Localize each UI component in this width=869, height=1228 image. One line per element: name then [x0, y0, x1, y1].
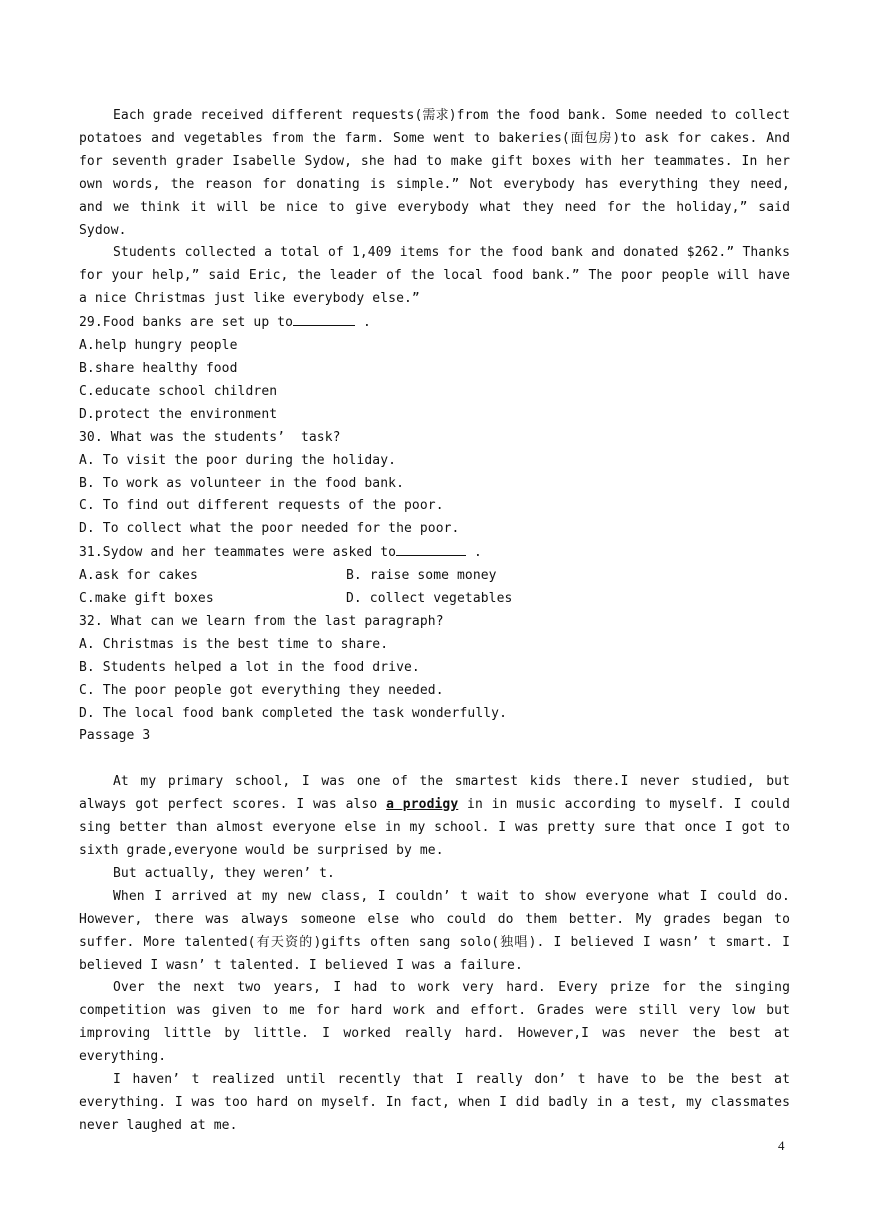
- option-c: C. To find out different requests of the poor.: [79, 498, 444, 514]
- option-c: C.educate school children: [79, 383, 278, 399]
- passage-title: Passage 3: [79, 728, 151, 744]
- paragraph-new-class: When I arrived at my new class, I couldn’ t wait to show everyone what I could do. However, there was always someone else who could do them better. My grades began to suffer. More talented(有天资的)gifts often sang solo(独唱). I believed I wasn’ t smart. I believed I wasn’ t talented. I believed I was a failure.: [79, 888, 790, 973]
- paragraph-primary-school: At my primary school, I was one of the smartest kids there.I never studied, but always got perfect scores. I was also a prodigy in in music according to myself. I could sing better than almost everyone else in my school. I was pretty sure that once I got to sixth grade,everyone would be surprised by me.: [79, 774, 790, 858]
- option-c: C. The poor people got everything they needed.: [79, 682, 444, 698]
- option-d: D. collect vegetables: [346, 591, 513, 607]
- question-31-stem: 31.Sydow and her teammates were asked to .: [79, 541, 790, 565]
- option-a: A. Christmas is the best time to share.: [79, 636, 389, 652]
- option-b: B. Students helped a lot in the food drive.: [79, 659, 420, 675]
- page-content: [79, 105, 790, 1138]
- option-b: B. To work as volunteer in the food bank.: [79, 475, 404, 491]
- question-30: [79, 427, 790, 542]
- option-b: B. raise some money: [346, 568, 497, 584]
- option-a: A.help hungry people: [79, 338, 238, 354]
- answer-blank: [396, 541, 466, 556]
- option-a: A.ask for cakes: [79, 568, 198, 584]
- option-b: B.share healthy food: [79, 360, 238, 376]
- option-d: D. To collect what the poor needed for the poor.: [79, 521, 460, 537]
- question-32: [79, 611, 790, 726]
- underlined-term: a prodigy: [386, 797, 459, 813]
- paragraph-realized: I haven’ t realized until recently that I really don’ t have to be the best at everything. I was too hard on myself. In fact, when I did badly in a test, my classmates never laughed at me.: [79, 1072, 790, 1133]
- option-row: [79, 588, 790, 611]
- option-row: [79, 565, 790, 588]
- option-d: D.protect the environment: [79, 406, 278, 422]
- question-29: [79, 311, 790, 427]
- paragraph-food-bank-requests: Each grade received different requests(需求)from the food bank. Some needed to collect potatoes and vegetables from the farm. Some went to bakeries(面包房)to ask for cakes. And for seventh grader Isabelle Sydow, she had to make gift boxes with her teammates. In her own words, the reason for donating is simple.” Not everybody has everything they need, and we think it will be nice to give everybody what they need for the holiday,” said Sydow.: [79, 108, 790, 238]
- spacer: [79, 748, 790, 771]
- option-a: A. To visit the poor during the holiday.: [79, 452, 397, 468]
- option-c: C.make gift boxes: [79, 591, 214, 607]
- question-32-stem: 32. What can we learn from the last paragraph?: [79, 613, 444, 629]
- question-30-stem: 30. What was the students’ task?: [79, 429, 341, 445]
- option-d: D. The local food bank completed the task wonderfully.: [79, 705, 508, 721]
- question-31: [79, 541, 790, 611]
- paragraph-but-actually: But actually, they weren’ t.: [113, 865, 335, 881]
- paragraph-students-collected: Students collected a total of 1,409 items for the food bank and donated $262.” Thanks for your help,” said Eric, the leader of the local food bank.” The poor people will have a nice Christmas just like everybody else.”: [79, 245, 790, 307]
- question-29-stem: 29.Food banks are set up to .: [79, 311, 790, 335]
- answer-blank: [293, 311, 355, 326]
- page-number: 4: [778, 1138, 785, 1153]
- paragraph-next-two-years: Over the next two years, I had to work very hard. Every prize for the singing competition was given to me for hard work and effort. Grades were still very low but improving little by little. I worked really hard. However,I was never the best at everything.: [79, 980, 790, 1065]
